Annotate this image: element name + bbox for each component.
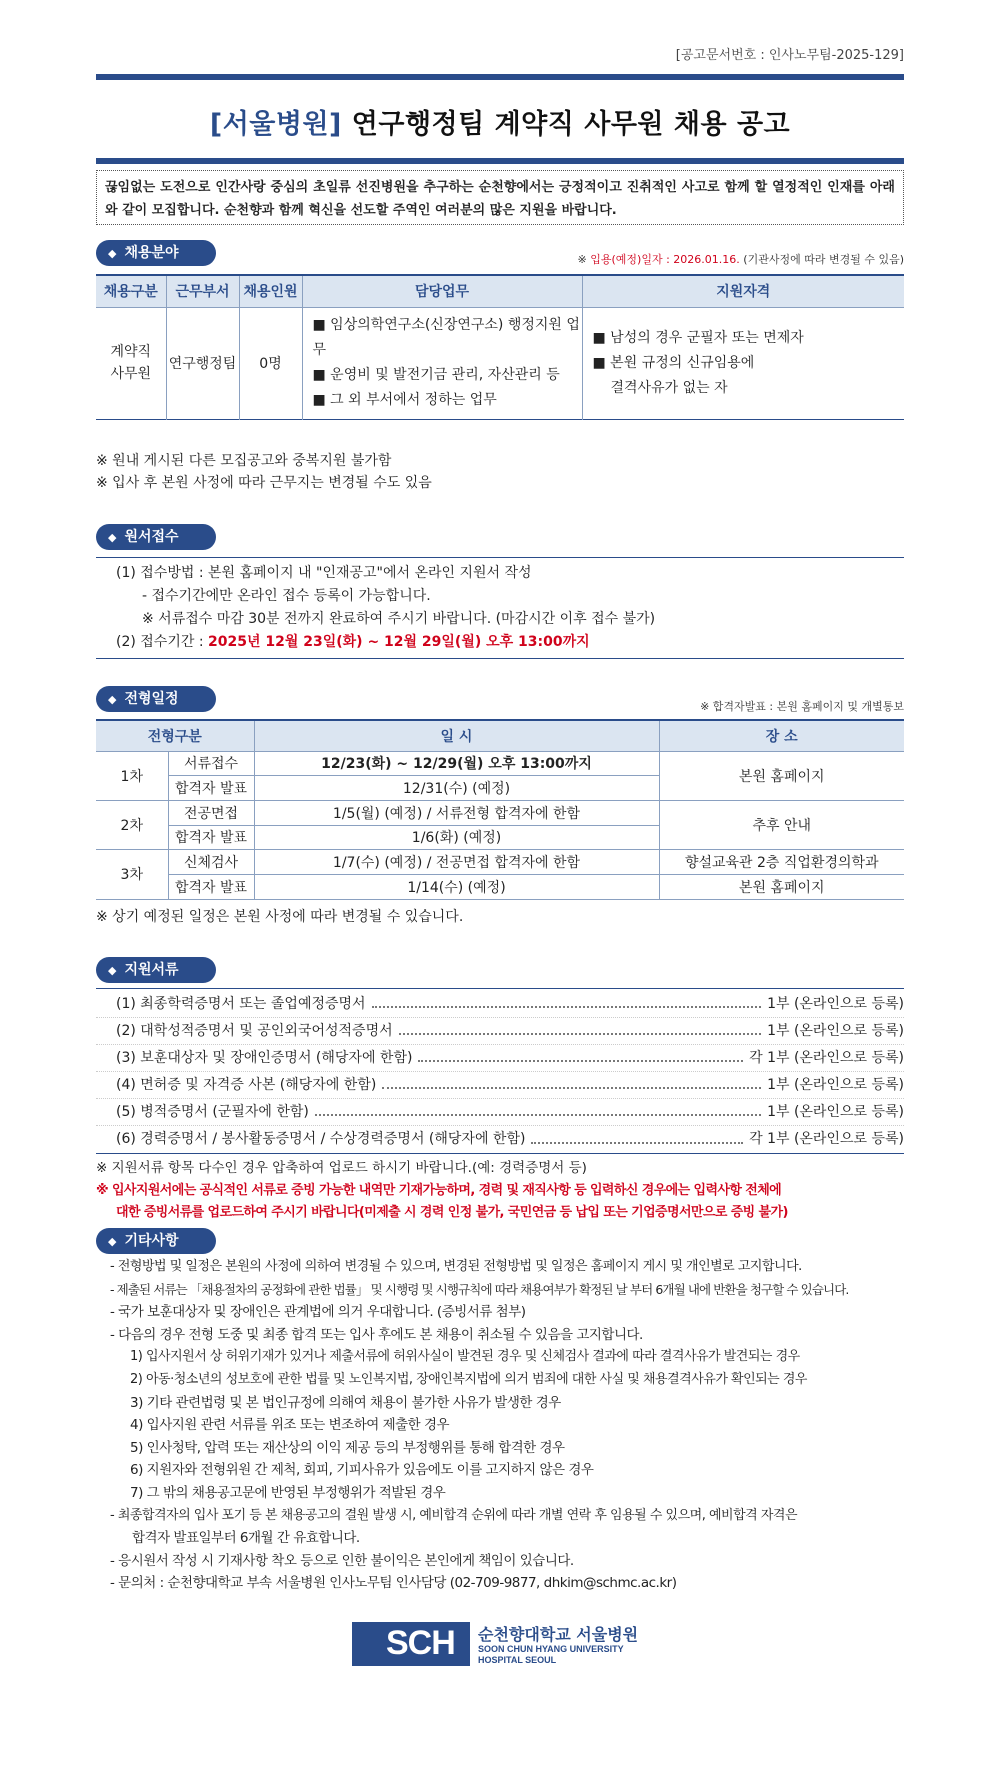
col-header: 채용인원 <box>239 275 302 307</box>
logo-name-english: SOON CHUN HYANG UNIVERSITY HOSPITAL SEOUL <box>478 1644 624 1665</box>
table-row <box>96 850 904 875</box>
application-period-value: 2025년 12월 23일(화) ~ 12월 29일(월) 오후 13:00까지 <box>208 634 590 650</box>
section1-note: ※ 원내 게시된 다른 모집공고와 중복지원 불가함 <box>96 453 392 469</box>
logo-name-korean: 순천향대학교 서울병원 <box>478 1625 639 1644</box>
document-number: [공고문서번호 : 인사노무팀-2025-129] <box>675 48 904 63</box>
section-label: 지원서류 <box>124 962 179 978</box>
list-item: - 다음의 경우 전형 도중 및 최종 합격 또는 입사 후에도 본 채용이 취소될 수 있음을 고지합니다. <box>110 1326 643 1343</box>
list-item: 6) 지원자와 전형위원 간 제척, 회피, 기피사유가 있음에도 이를 고지하지 않은 경우 <box>130 1462 594 1479</box>
col-header: 장 소 <box>659 720 904 751</box>
list-item: 합격자 발표일부터 6개월 간 유효합니다. <box>132 1530 360 1547</box>
section-header-application <box>96 524 216 550</box>
table-row <box>96 800 904 825</box>
list-item: - 최종합격자의 입사 포기 등 본 채용공고의 결원 발생 시, 예비합격 순위에 따라 개별 연락 후 임용될 수 있으며, 예비합격 자격은 <box>110 1507 798 1523</box>
table-header-row <box>96 720 904 751</box>
section-header-misc <box>96 1228 216 1254</box>
step: 합격자 발표 <box>168 874 254 899</box>
step: 전공면접 <box>168 800 254 825</box>
place: 추후 안내 <box>659 800 904 849</box>
list-item: 7) 그 밖의 채용공고문에 반영된 부정행위가 적발된 경우 <box>130 1484 446 1501</box>
date: 1/6(화) (예정) <box>254 825 659 850</box>
list-item: ■ 본원 규정의 신규임용에 <box>592 354 755 371</box>
step: 합격자 발표 <box>168 825 254 850</box>
list-item: ■ 운영비 및 발전기금 관리, 자산관리 등 <box>312 367 560 383</box>
misc-notes <box>110 1256 910 1595</box>
table-row <box>96 307 904 419</box>
step: 서류접수 <box>168 751 254 776</box>
diamond-icon: ◆ <box>108 1235 117 1248</box>
col-header: 담당업무 <box>302 275 582 307</box>
list-item: ■ 임상의학연구소(신장연구소) 행정지원 업무 <box>312 317 580 358</box>
schedule-note: ※ 합격자발표 : 본원 홈페이지 및 개별통보 <box>700 700 904 713</box>
list-item: 2) 아동·청소년의 성보호에 관한 법률 및 노인복지법, 장애인복지법에 의거 범죄에 대한 사실 및 채용결격사유가 확인되는 경우 <box>130 1371 807 1387</box>
documents-note: ※ 지원서류 항목 다수인 경우 압축하여 업로드 하시기 바랍니다.(예: 경력증명서 등) <box>96 1160 587 1176</box>
page-title <box>96 102 904 141</box>
title-main: 연구행정팀 계약직 사무원 채용 공고 <box>341 109 791 140</box>
application-period: (2) 접수기간 : 2025년 12월 23일(화) ~ 12월 29일(월) 오후 13:00까지 <box>116 634 590 650</box>
appointment-date-note: ※ 입용(예정)일자 : 2026.01.16. (기관사정에 따라 변경될 수 있음) <box>577 253 904 266</box>
date: 1/5(월) (예정) / 서류전형 합격자에 한함 <box>254 800 659 825</box>
schedule-after-note: ※ 상기 예정된 일정은 본원 사정에 따라 변경될 수 있습니다. <box>96 909 464 925</box>
title-top-bar <box>96 74 904 80</box>
place: 향설교육관 2층 직업환경의학과 <box>659 850 904 875</box>
list-item: - 전형방법 및 일정은 본원의 사정에 의하여 변경될 수 있으며, 변경된 전형방법 및 일정은 홈페이지 게시 및 개인별로 고지합니다. <box>110 1259 802 1274</box>
section1-note: ※ 입사 후 본원 사정에 따라 근무지는 변경될 수도 있음 <box>96 475 432 491</box>
section-header-documents <box>96 957 216 983</box>
col-header: 전형구분 <box>96 720 254 751</box>
col-header: 일 시 <box>254 720 659 751</box>
documents-warning: 대한 증빙서류를 업로드하여 주시기 바랍니다(미제출 시 경력 인정 불가, 국민연금 등 납입 또는 기업증명서만으로 증빙 불가) <box>116 1205 788 1220</box>
documents-list <box>96 988 904 1154</box>
date: 12/23(화) ~ 12/29(월) 오후 13:00까지 <box>254 751 659 776</box>
list-item: ■ 남성의 경우 군필자 또는 면제자 <box>592 329 804 346</box>
intro-paragraph: 끊임없는 도전으로 인간사랑 중심의 초일류 선진병원을 추구하는 순천향에서는 긍정적이고 진취적인 사고로 함께 할 열정적인 인재를 아래와 같이 모집합니다. 순천향과 함께 혁신을 선도할 주역인 여러분의 많은 지원을 바랍니다. <box>96 170 904 225</box>
step: 합격자 발표 <box>168 776 254 801</box>
list-item: 4) 입사지원 관련 서류를 위조 또는 변조하여 제출한 경우 <box>130 1417 450 1434</box>
section-label: 전형일정 <box>124 691 179 707</box>
application-note: - 접수기간에만 온라인 접수 등록이 가능합니다. <box>142 588 431 604</box>
list-item: (1) 최종학력증명서 또는 졸업예정증명서 1부 (온라인으로 등록) <box>96 991 904 1018</box>
application-note: ※ 서류접수 마감 30분 전까지 완료하여 주시기 바랍니다. (마감시간 이후 접수 불가) <box>142 611 656 627</box>
recruit-type: 계약직 사무원 <box>96 307 166 419</box>
recruit-dept: 연구행정팀 <box>166 307 239 419</box>
section-label: 채용분야 <box>124 245 179 261</box>
col-header: 채용구분 <box>96 275 166 307</box>
step: 신체검사 <box>168 850 254 875</box>
diamond-icon: ◆ <box>108 247 117 260</box>
stage: 2차 <box>96 800 168 849</box>
list-item: - 국가 보훈대상자 및 장애인은 관계법에 의거 우대합니다. (증빙서류 첨부) <box>110 1304 526 1321</box>
recruit-field-table <box>96 274 904 420</box>
place: 본원 홈페이지 <box>659 751 904 800</box>
list-item: ■ 그 외 부서에서 정하는 업무 <box>312 392 497 408</box>
list-item: (2) 대학성적증명서 및 공인외국어성적증명서 1부 (온라인으로 등록) <box>96 1018 904 1045</box>
section-header-schedule <box>96 686 216 712</box>
contact-info: - 문의처 : 순천향대학교 부속 서울병원 인사노무팀 인사담당 (02-709-9877, dhkim@schmc.ac.kr) <box>110 1575 677 1592</box>
section-label: 원서접수 <box>124 529 179 545</box>
stage: 1차 <box>96 751 168 800</box>
table-row <box>96 874 904 899</box>
table-header-row <box>96 275 904 307</box>
date: 1/7(수) (예정) / 전공면접 합격자에 한함 <box>254 850 659 875</box>
appointment-date: 입용(예정)일자 : 2026.01.16. <box>590 253 740 266</box>
table-row <box>96 751 904 776</box>
diamond-icon: ◆ <box>108 693 117 706</box>
hospital-logo <box>352 1622 662 1670</box>
list-item: - 응시원서 작성 시 기재사항 착오 등으로 인한 불이익은 본인에게 책임이 있습니다. <box>110 1552 574 1569</box>
duties-list <box>302 307 582 419</box>
place: 본원 홈페이지 <box>659 874 904 899</box>
col-header: 근무부서 <box>166 275 239 307</box>
list-item: (3) 보훈대상자 및 장애인증명서 (해당자에 한함) 각 1부 (온라인으로 등록) <box>96 1045 904 1072</box>
date: 12/31(수) (예정) <box>254 776 659 801</box>
date: 1/14(수) (예정) <box>254 874 659 899</box>
list-item: 1) 입사지원서 상 허위기재가 있거나 제출서류에 허위사실이 발견된 경우 및 신체검사 결과에 따라 결격사유가 발견되는 경우 <box>130 1349 800 1365</box>
section-label: 기타사항 <box>124 1233 179 1249</box>
recruit-count: 0명 <box>239 307 302 419</box>
title-accent: [서울병원] <box>209 109 342 140</box>
stage: 3차 <box>96 850 168 899</box>
list-item: 5) 인사청탁, 압력 또는 재산상의 이익 제공 등의 부정행위를 통해 합격한 경우 <box>130 1439 565 1456</box>
application-box <box>96 557 904 659</box>
list-item: 3) 기타 관련법령 및 본 법인규정에 의해여 채용이 불가한 사유가 발생한 경우 <box>130 1394 561 1411</box>
documents-warning: ※ 입사지원서에는 공식적인 서류로 증빙 가능한 내역만 기재가능하며, 경력 및 재직사항 등 입력하신 경우에는 입력사항 전체에 <box>96 1183 782 1198</box>
list-item: - 제출된 서류는 「채용절차의 공정화에 관한 법률」 및 시행령 및 시행규칙에 따라 채용여부가 확정된 날 부터 6개월 내에 반환을 청구할 수 있습니다. <box>110 1281 849 1297</box>
section-header-recruit-field <box>96 240 216 266</box>
col-header: 지원자격 <box>582 275 904 307</box>
schedule-table <box>96 719 904 900</box>
qualifications-list <box>582 307 904 419</box>
diamond-icon: ◆ <box>108 531 117 544</box>
application-method: (1) 접수방법 : 본원 홈페이지 내 "인재공고"에서 온라인 지원서 작성 <box>116 565 532 581</box>
diamond-icon: ◆ <box>108 964 117 977</box>
list-item: (5) 병적증명서 (군필자에 한함) 1부 (온라인으로 등록) <box>96 1099 904 1126</box>
list-item: (4) 면허증 및 자격증 사본 (해당자에 한함) 1부 (온라인으로 등록) <box>96 1072 904 1099</box>
logo-mark: SCH <box>386 1624 455 1662</box>
list-item: 결격사유가 없는 자 <box>610 379 728 396</box>
title-bottom-bar <box>96 158 904 164</box>
list-item: (6) 경력증명서 / 봉사활동증명서 / 수상경력증명서 (해당자에 한함) 각 1부 (온라인으로 등록) <box>96 1126 904 1153</box>
